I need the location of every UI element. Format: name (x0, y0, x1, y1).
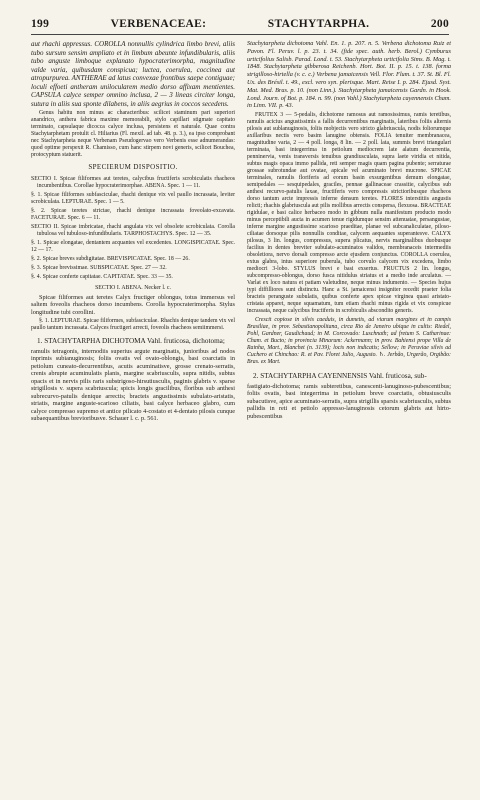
page-number: 199 (31, 18, 50, 30)
sectio-2: SECTIO II. Spicae imbricatae, rhachi angulata vix vel obsolete scrobiculata. Corolla tubulosa vel tubuloso-infundibularis. TARPHOSTACHYS. Spec. 12 — 35. (31, 223, 235, 237)
sectio-2-subgroup-4: §. 4. Spicae conferte capitatae. CAPITATAE. Spec. 33 — 35. (31, 273, 173, 280)
species-1-long-description: FRUTEX 3 — 5-pedalis, dichotome ramosus aut ramosissimus, ramis teretibus, ramulis acicius angustissimis a fallis decurrentibus marginatis, lateribus foliis alternis pilosis aut sublanuginosis, foliis mobjectis vero stricto glabriuscula, nodis foliorumque axillaribus nectis vero basim lanugine obtensis. FOLIA tenuiter membranacea, magnitudine varia, 2 — 4 poll. longa, 8 lin. — 2 poll. lata, summis brevi triangulari terminata, basi integerrima in petiolum mediocrem late alatum decurrentia, penninervia, venis transversis tenuibus grandiusculata, supra laete viridia et nitida, subtus magis opaca immo pallida, reti semper magis quam pagina pubente; serraturae grossae subrotundae aut ovatae, apicale vel acuminato brevi mucrone. SPICAE terminales, ramulis floriferis ad eorum basin exsurgentibus demum elongatae, semipedales — sesquipedales, graciles, pennae gallinaceae crassitie, calycibus sub anthesi recurvo-patulis laxae, fructiferis vero compressis strictioribusque rhacheos dorso tantum arcte impressis inferne densum teretes. FLORES interstitiis angustis relicti; rhachis glabriuscula aut pilis mollibus arrectis conspersa, flexuosa. BRACTEAE rigidulae, e basi calice herbaceo modo in gibbum nulla manifestum producto modo minus perceptibili aucta in acumen tenue rigidumque sensim attenuatae, persangustae, inferne margine angustissime scarioso praeditae, planae vel subcanaliculatae, piloso-ciliatae dorsoque pilis nonnullis conditae, calycem aequantes superantesve. CALYX pilosus, 3 lin. longus, compressus, supera plicatus, nervis marginalibus duobusque facilius in dentes breviter subulato-acuminatos validos, membranaceis intermediis obsoletiora, nervo dorsali compresso arcte ejusdem conjunctus. COROLLA coerulea, extus glabra, intus superiore puberula, tubo corvulo calycem vix excedens, limbo mediocri 3-lobo. STYLUS brevi e basi exsertus. FRUCTUS 2 lin. longus, subcompresso-oblongus, dorso fusca nitidulus striatus et a medio inde arculatus. — Varlat ex loco natura et patiam valetudine, neque minus indumento. — Species hujus typi diffilliores sunt distinctu. Hanc a St. jamaicensi insigniter recedit praeter folia bracteis peranguste subulatis, quibus conferte apex spicae virginea quasi aristato-cristata apparet, neque squamatum, tum etiam rhachi minus rigida et vix conspicue incrassata, neque calycibus fructiferis in scrobiculis abscondito generis. (247, 112, 451, 315)
sectio-1-subgroup-2: §. 2. Spicae teretes strictae, rhachi denique incrassata foveolato-excavata. FACETURAE. Spec. 6 — 11. (31, 207, 235, 221)
genus-note: Genus habitu non minus ac characteribus: scilicet staminum pari superiori anandrico, anthera fabrica maxime memorabili, stylo capillari stigmate capitato terminato, capsulaque dicocca calyce inclusa, persistens et naturale. Quae contra Stachytarphetam protulit cl. Hiliarius (Fl. mexil. ad tab. 48. p. 3.), ea ipso comprobant nec Stachytarpheta neque Verbenam Pseudogervao vero Verbenis esse adnumerandas: quod optime perspexit R. Chamisso, cum hanc stirpem novi generis, scilicet Bouchea, protocyptum statuerit. (31, 110, 235, 158)
sectio-1-subgroup-1: §. 1. Spicae filiformes subfasciculae, rhachi denique vix vel paullo incrassata, leviter scrobiculata. LEPTURAE. Spec. 1 — 5. (31, 191, 235, 205)
sectio-2-subgroup-2: §. 2. Spicae breves subdigitatae. BREVISPICATAE. Spec. 18 — 26. (31, 255, 190, 262)
sectio-2-subgroup-3: §. 3. Spicae brevissimae. SUBSPICATAE. Spec. 27 — 32. (31, 264, 167, 271)
species-1-heading: 1. STACHYTARPHA DICHOTOMA Vahl. fruticosa, dichotoma; (37, 337, 225, 345)
sectio-1-heading: SECTIO I. ABENA. Necker l. c. (95, 284, 171, 291)
species-1-locality: Crescit copiose in silvis caeduis, in dumetis, ad viarum margines et in campis Brasiliae, in prov. Sebastianopolitana, circa Rio de Janeiro ubique in cultis: Riedel, Pohl, Gardner, Gaudichaud; in M. Corcovado: Luschnath; ad fretum S. Catharinae: Cham. et Bucto; in provincia Minarum: Ackermann; in prov. Bahiensi prope Villa de Rainha, Mart., Blanchet (n. 3139); locis non indicatis; Sellow; in Peruviae silvis ad Cuchero et Chinchao: R. et Pav. Floret Julio, Augusto. ♄. Jerbão, Urgerão, Orgibão: Bras. ex Mart. (247, 317, 451, 366)
right-column (247, 40, 451, 422)
species-1-description: ramulis tetragonis, internodiis superius argute marginatis, junioribus ad nodos inprimis subianuginosis; foliis ovatis vel ovato-oblongis, basi coarctatis in petiolum cuneato-decurrentibus, acutis acuminatisve, grosse crenato-serratis, crenis abrupte acuminulatis planis, margine scabriusculis, supra nitidis, subtus opacis et in nervis pilis raris substrigoso-hirsutiusculis, paginis glabris v. sparse strigillosis v. supera scabriuscula; spicis longis gracilibus, floribus sub anthesi subrecurvo-patulis denique arrectis; bracteis angustissimis subulato-aristatis, striatis, margine anguste-scarioso ciliatis, basi calyce herbaceo glabro, cum calyce compresso supremo et antice pilicato 4-costato et 4-dentato pilosis cunque subaequantibus brevioribusve. Schauer l. c. p. 561. (31, 347, 235, 422)
sectio-2-subgroup-1: §. 1. Spicae elongatae, dentantem acquantes vel excedentes. LONGISPICATAE. Spec. 12 — 17. (31, 239, 235, 253)
sectio-1-description: Spicae filiformes aut teretes Calyx fructiger oblongus, totus immersus vel saltem foveolis rhacheos dorso incumbens. Corolla hypocraterimorpha. Stylus longitudine tubi corollini. (31, 293, 235, 316)
folio-number: 200 (430, 18, 449, 30)
sectio-1-subgroup-note: §. 1. LEPTURAE. Spicae filiformes, subfasciculae. Rhachis denique tandem vix vel paullo tantum incrassata. Calyces fructigeri arrecti, foveolis rhacheos semiimmersi. (31, 318, 235, 331)
running-header (31, 18, 449, 30)
genus-diagnosis: aut rhachi appressus. COROLLA nonnullis cylindrica limbo brevi, aliis tubo sursum sensim ampliato et in limbum abeunte infundibularis, aliis tubo anguste limboque explanato hypocraterimorpha, magnitudine valde varia, quibusdam conspicua; luctea, coerulea, coccinea aut atropurpurea. ANTHERAE ad latus convexae frontibus saepe contiguae; loculi effoeti antheram unilocularem medio dorso affixam mentientes. CAPSULA calyce semper omnino inclusa, 2 — 3 lineas circiter longa, sutura in aliis sua sponte dilabens, in aliis aegrius in coccos secedens. (31, 40, 235, 108)
species-disposition-heading: SPECIERUM DISPOSITIO. (88, 163, 178, 171)
family-title: VERBENACEAE: (110, 18, 207, 30)
genus-title: STACHYTARPHA. (267, 18, 370, 30)
species-1-synonyms: Stachytarpheta dichotoma Vahl. En. 1. p. 207. n. 5. Verbena dichotoma Ruiz et Pavon. Fl. Peruv. l. p. 23. t. 34. (fide spec. auth. herb. Berol.) Cymburus urticifolius Salisb. Parad. Lond. t. 53. Stachytarpheta urticifolia Sims. B. Mag. t. 1848. Stachytarpheta gibberosa Reichenb. Hort. Bot. II. p. 15. t. 138. forma strigilloso-hirtella (v. c. c.) Verbena jamaicensis Vell. Flor. Flum. t. 37. St. Bl. Fl. Ux. des Brésil. t. 49., excl. vero syn. plerisque. Mart. Reise I. p. 284. Ejusd. Syst. Mat. Med. Bras. p. 10. (non Linn.). Stachytarpheta jamaicensis Gardn. in Hook. Lond. Journ. of Bot. p. 184. n. 99. (non Vahl.) Stachytarpheta cayennensis Cham. in Linn. VII. p. 43. (247, 40, 451, 110)
left-column (31, 40, 235, 425)
sectio-1: SECTIO I. Spicae filiformes aut teretes, calycibus fructiferis scrobiculatis rhachеos incumbentibus. Corollae hypocraterimorphae. ABENA. Spec. 1 — 11. (31, 175, 235, 189)
species-2-description: fastigiato-dichotoma; ramis subteretibus, canescenti-lanuginoso-pubescentibus; foliis ovatis, basi integerrima in petiolum breve coarctatis, obtusiusculis subacutisve, apice acuminato-serratis, supra strigillis sparsis scabriusculis, subtus pallidis in reti et petiolo appresso-lanuginosis cetorum glabris aut hirto-pubescentibus (247, 382, 451, 420)
species-2-heading: 2. STACHYTARPHA CAYENNENSIS Vahl. fruticosa, sub- (253, 372, 427, 381)
header-rule (31, 34, 449, 35)
